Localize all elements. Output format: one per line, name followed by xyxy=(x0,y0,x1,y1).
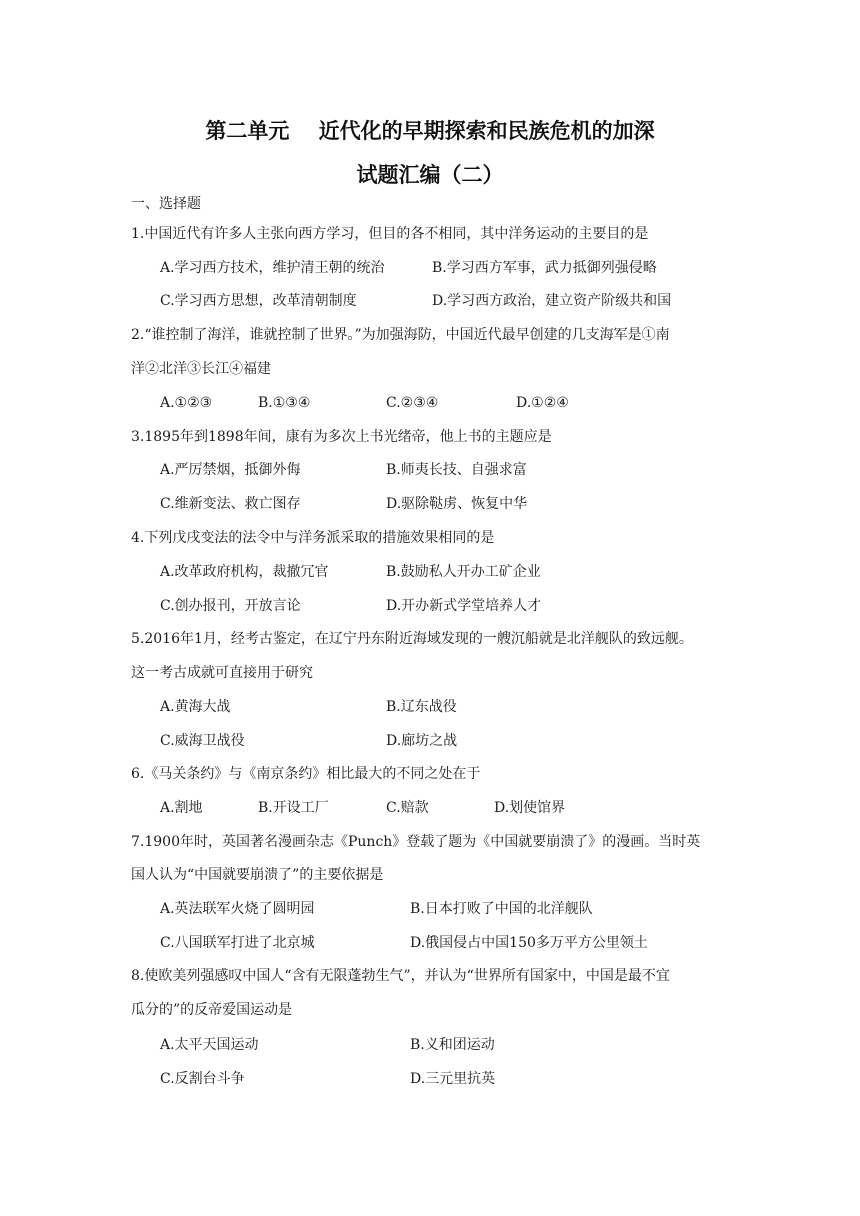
question-8-stem-line-1: 8.使欧美列强感叹中国人“含有无限蓬勃生气”，并认为“世界所有国家中，中国是最不宜 xyxy=(131,968,670,984)
question-1-option-a: A.学习西方技术，维护清王朝的统治 xyxy=(160,260,385,276)
question-3-option-d: D.驱除鞑虏、恢复中华 xyxy=(386,496,528,512)
question-7-stem-line-1: 7.1900年时，英国著名漫画杂志《Punch》登载了题为《中国就要崩溃了》的漫画。当时英 xyxy=(131,834,701,850)
question-3-option-a: A.严厉禁烟，抵御外侮 xyxy=(160,462,301,478)
section-heading: 一、选择题 xyxy=(131,196,201,212)
question-4-option-c: C.创办报刊，开放言论 xyxy=(160,598,301,614)
question-5-stem-line-1: 5.2016年1月，经考古鉴定，在辽宁丹东附近海域发现的一艘沉船就是北洋舰队的致远舰。 xyxy=(131,631,693,647)
question-4-option-d: D.开办新式学堂培养人才 xyxy=(386,598,542,614)
question-2-stem-line-2: 洋②北洋③长江④福建 xyxy=(131,361,271,377)
question-3-stem: 3.1895年到1898年间，康有为多次上书光绪帝，他上书的主题应是 xyxy=(131,429,552,445)
question-2-option-a: A.①②③ xyxy=(160,395,213,411)
question-5-option-a: A.黄海大战 xyxy=(160,699,231,715)
question-7-option-b: B.日本打败了中国的北洋舰队 xyxy=(410,901,593,917)
question-8-stem-line-2: 瓜分的”的反帝爱国运动是 xyxy=(131,1002,293,1018)
question-4-option-a: A.改革政府机构，裁撤冗官 xyxy=(160,564,329,580)
question-1-option-b: B.学习西方军事，武力抵御列强侵略 xyxy=(432,260,657,276)
question-4-option-b: B.鼓励私人开办工矿企业 xyxy=(386,564,541,580)
question-4-stem: 4.下列戊戌变法的法令中与洋务派采取的措施效果相同的是 xyxy=(131,530,495,546)
question-6-option-d: D.划使馆界 xyxy=(494,800,566,816)
question-5-stem-line-2: 这一考古成就可直接用于研究 xyxy=(131,665,313,681)
question-8-option-c: C.反割台斗争 xyxy=(160,1071,245,1087)
question-1-option-d: D.学习西方政治，建立资产阶级共和国 xyxy=(432,293,672,309)
question-8-option-d: D.三元里抗英 xyxy=(410,1071,496,1087)
question-6-option-c: C.赔款 xyxy=(386,800,429,816)
question-1-stem: 1.中国近代有许多人主张向西方学习，但目的各不相同，其中洋务运动的主要目的是 xyxy=(131,226,649,242)
question-8-option-a: A.太平天国运动 xyxy=(160,1037,259,1053)
question-5-option-d: D.廊坊之战 xyxy=(386,733,458,749)
page-subtitle: 试题汇编（二） xyxy=(356,163,504,187)
question-1-option-c: C.学习西方思想，改革清朝制度 xyxy=(160,293,357,309)
question-5-option-b: B.辽东战役 xyxy=(386,699,457,715)
question-3-option-c: C.维新变法、救亡图存 xyxy=(160,496,301,512)
question-2-option-b: B.①③④ xyxy=(258,395,311,411)
question-5-option-c: C.威海卫战役 xyxy=(160,733,245,749)
question-6-option-b: B.开设工厂 xyxy=(258,800,329,816)
question-7-stem-line-2: 国人认为“中国就要崩溃了”的主要依据是 xyxy=(131,867,384,883)
question-6-option-a: A.割地 xyxy=(160,800,203,816)
question-2-option-c: C.②③④ xyxy=(386,395,439,411)
question-2-stem-line-1: 2.“谁控制了海洋，谁就控制了世界。”为加强海防，中国近代最早创建的几支海军是①南 xyxy=(131,327,670,343)
question-8-option-b: B.义和团运动 xyxy=(410,1037,495,1053)
question-7-option-d: D.俄国侵占中国150多万平方公里领土 xyxy=(410,935,648,951)
question-7-option-a: A.英法联军火烧了圆明园 xyxy=(160,901,315,917)
question-7-option-c: C.八国联军打进了北京城 xyxy=(160,935,315,951)
question-6-stem: 6.《马关条约》与《南京条约》相比最大的不同之处在于 xyxy=(131,766,481,782)
question-2-option-d: D.①②④ xyxy=(516,395,569,411)
question-3-option-b: B.师夷长技、自强求富 xyxy=(386,462,527,478)
page-title: 第二单元 近代化的早期探索和民族危机的加深 xyxy=(205,119,655,143)
